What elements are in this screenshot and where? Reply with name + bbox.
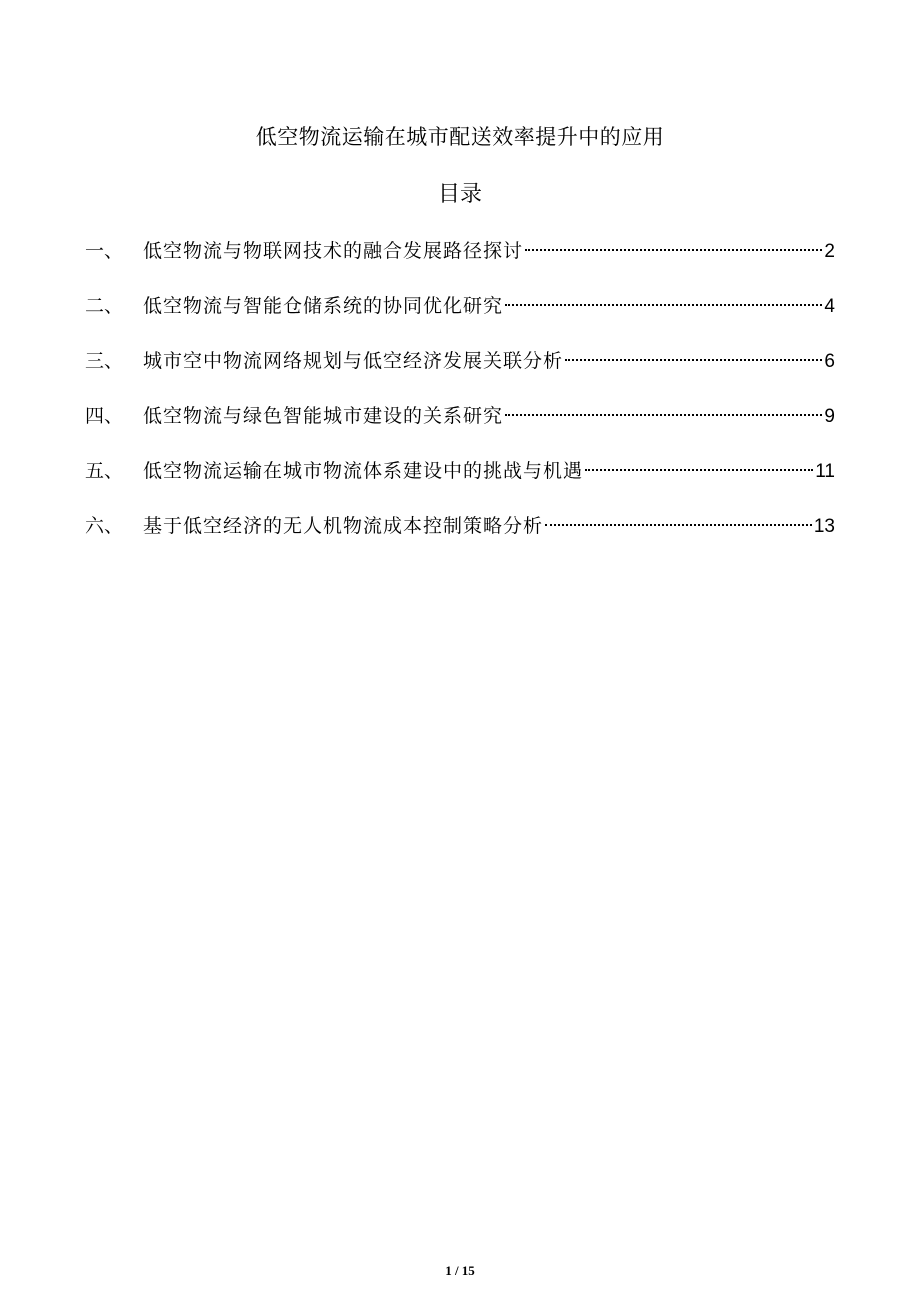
- toc-entry-title[interactable]: 低空物流运输在城市物流体系建设中的挑战与机遇: [143, 460, 584, 482]
- toc-entry-4[interactable]: [85, 398, 835, 434]
- toc-dot-leader: [585, 469, 813, 471]
- toc-entry-6[interactable]: [85, 508, 835, 544]
- toc-entry-number: 三、: [85, 350, 124, 372]
- toc-entry-title[interactable]: 低空物流与绿色智能城市建设的关系研究: [143, 405, 504, 427]
- toc-entry-number: 四、: [85, 405, 124, 427]
- toc-dot-leader: [565, 359, 822, 361]
- toc-entry-title[interactable]: 低空物流与物联网技术的融合发展路径探讨: [143, 240, 524, 262]
- toc-dot-leader: [525, 249, 822, 251]
- toc-entry-1[interactable]: [85, 233, 835, 269]
- toc-entry-5[interactable]: [85, 453, 835, 489]
- toc-heading: 目录: [437, 182, 482, 207]
- toc-entry-2[interactable]: [85, 288, 835, 324]
- table-of-contents: [85, 233, 835, 563]
- toc-entry-number: 二、: [85, 295, 124, 317]
- toc-entry-page[interactable]: 2: [824, 241, 835, 262]
- toc-entry-3[interactable]: [85, 343, 835, 379]
- toc-entry-title[interactable]: 基于低空经济的无人机物流成本控制策略分析: [143, 515, 544, 537]
- toc-dot-leader: [505, 414, 822, 416]
- toc-entry-number: 一、: [85, 240, 124, 262]
- toc-entry-page[interactable]: 11: [815, 461, 835, 482]
- document-title: 低空物流运输在城市配送效率提升中的应用: [255, 125, 665, 149]
- page-number-footer: 1 / 15: [445, 1263, 475, 1278]
- toc-dot-leader: [545, 524, 812, 526]
- toc-entry-page[interactable]: 4: [824, 296, 835, 317]
- toc-entry-page[interactable]: 9: [824, 406, 835, 427]
- toc-dot-leader: [505, 304, 822, 306]
- toc-entry-number: 六、: [85, 515, 124, 537]
- toc-entry-title[interactable]: 城市空中物流网络规划与低空经济发展关联分析: [143, 350, 564, 372]
- toc-entry-page[interactable]: 13: [813, 516, 835, 537]
- toc-entry-page[interactable]: 6: [824, 351, 835, 372]
- toc-entry-number: 五、: [85, 460, 124, 482]
- toc-entry-title[interactable]: 低空物流与智能仓储系统的协同优化研究: [143, 295, 504, 317]
